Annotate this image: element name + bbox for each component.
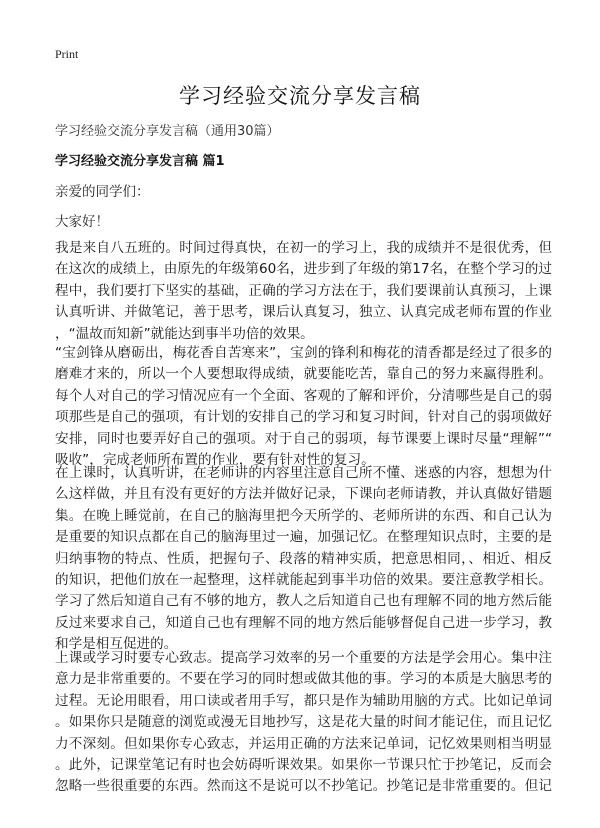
text-line: 磨难才来的，所以一个人要想取得成绩，就要能吃苦，靠自己的努力来赢得胜利。 — [55, 366, 552, 383]
text-line: 程中，我们要打下坚实的基础，正确的学习方法在于，我们要课前认真预习，上课 — [55, 282, 552, 299]
text-line: 意力是非常重要的。不要在学习的同时想或做其他的事。学习的本质是大脑思考的 — [55, 671, 552, 688]
text-line: 过程。无论用眼看，用口读或者用手写，都只是作为辅助用脑的方式。比如记单词 — [55, 692, 552, 709]
text-line: ，“温故而知新”就能达到事半功倍的效果。 — [55, 325, 314, 342]
text-line: 在这次的成绩上，由原先的年级第60名，进步到了年级的第17名，在整个学习的过 — [55, 261, 552, 278]
paragraph-2 — [55, 343, 555, 471]
text-line: 在上课时，认真听讲，在老师讲的内容里注意自己所不懂、迷惑的内容，想想为什 — [55, 465, 552, 481]
text-line: 归纳事物的特点、性质，把握句子、段落的精神实质，把意思相同，、相近、相反 — [55, 550, 552, 567]
text-line: 是重要的知识点都在自己的脑海里过一遍，加强记忆。在整理知识点时，主要的是 — [55, 529, 552, 546]
text-line: 反过来要求自己，知道自己也有理解不同的地方然后能够督促自己进一步学习，教 — [55, 614, 552, 631]
text-line: 集。在晚上睡觉前，在自己的脑海里把今天所学的、老师所讲的东西、和自己认为 — [55, 507, 552, 524]
section-heading: 学习经验交流分享发言稿 篇1 — [55, 154, 225, 169]
print-label: Print — [55, 47, 79, 61]
salutation: 亲爱的同学们： — [55, 184, 150, 200]
text-line: 项那些是自己的强项，有计划的安排自己的学习和复习时间，针对自己的弱项做好 — [55, 409, 552, 426]
text-line: 和学是相互促进的。 — [55, 636, 178, 653]
text-line: 。如果你只是随意的浏览或漫无目地抄写，这是花大量的时间才能记住，而且记忆 — [55, 714, 552, 731]
paragraph-4 — [55, 648, 555, 798]
text-line: 每个人对自己的学习情况应有一个全面、客观的了解和评价，分清哪些是自己的弱 — [55, 387, 552, 404]
text-line: 吸收”，完成老师所布置的作业，要有针对性的复习。 — [55, 452, 375, 469]
text-line: 么这样做，并且有没有更好的方法并做好记录，下课向老师请教，并认真做好错题 — [55, 486, 552, 503]
document-subtitle: 学习经验交流分享发言稿（通用30篇） — [55, 124, 280, 139]
paragraph-3 — [55, 463, 555, 656]
text-line: “宝剑锋从磨砺出，梅花香自苦寒来”，宝剑的锋利和梅花的清香都是经过了很多的 — [55, 345, 552, 361]
text-line: 力不深刻。但如果你专心致志，并运用正确的方法来记单词，记忆效果则相当明显 — [55, 735, 552, 752]
text-line: 学习了然后知道自己有不够的地方，教人之后知道自己也有理解不同的地方然后能 — [55, 593, 552, 610]
text-line: 认真听讲、并做笔记，善于思考，课后认真复习，独立、认真完成老师布置的作业 — [55, 304, 552, 321]
text-line: 上课或学习时要专心致志。提高学习效率的另一个重要的方法是学会用心。集中注 — [55, 650, 552, 666]
text-line: 的知识，把他们放在一起整理，这样就能起到事半功倍的效果。要注意教学相长。 — [55, 572, 552, 589]
text-line: 。此外，记课堂笔记有时也会妨碍听课效果。如果你一节课只忙于抄笔记，反而会 — [55, 757, 552, 774]
document-title: 学习经验交流分享发言稿 — [179, 84, 421, 108]
text-line: 忽略一些很重要的东西。然而这不是说可以不抄笔记。抄笔记是非常重要的。但记 — [55, 778, 552, 795]
text-line: 我是来自八五班的。时间过得真快，在初一的学习上，我的成绩并不是很优秀，但 — [55, 240, 552, 256]
paragraph-1 — [55, 238, 555, 345]
text-line: 安排，同时也要弄好自己的强项。对于自己的弱项，每节课要上课时尽量“理解”“ — [55, 430, 552, 447]
greeting: 大家好！ — [55, 214, 109, 230]
